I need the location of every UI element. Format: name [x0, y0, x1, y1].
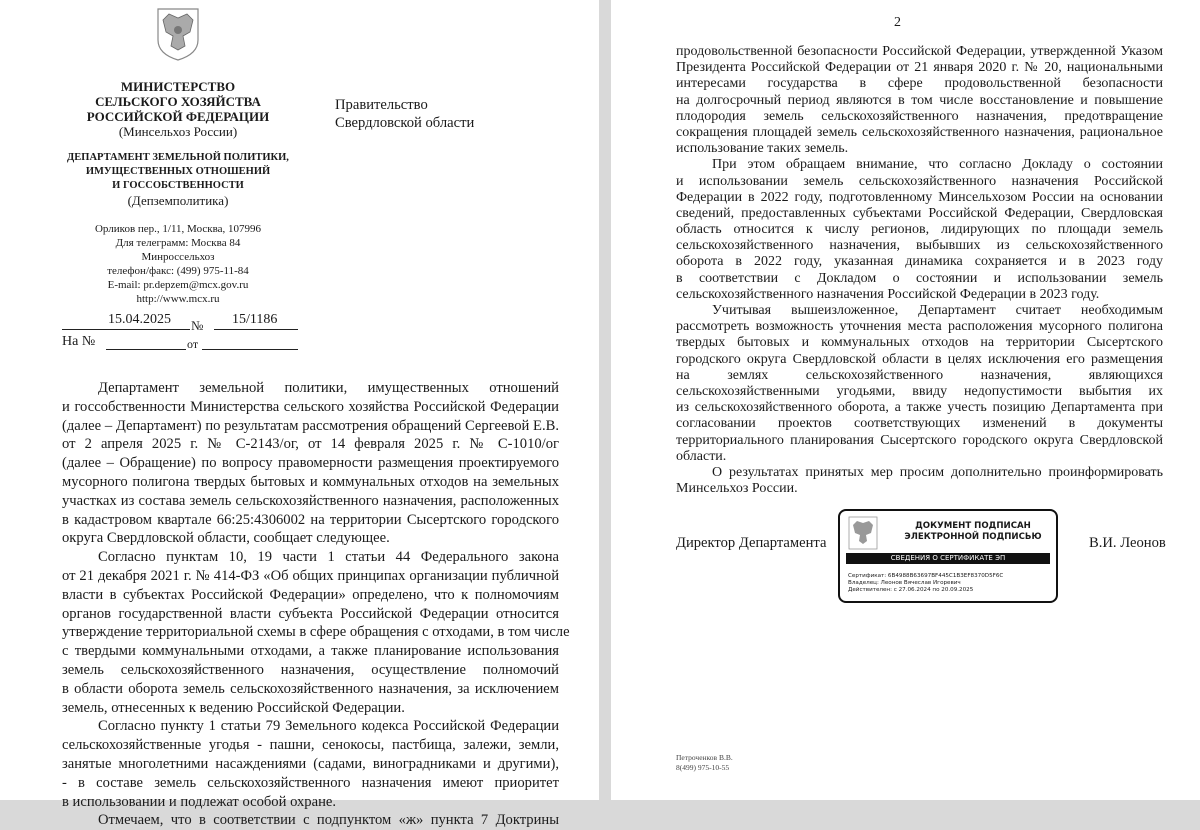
coat-of-arms-icon — [848, 516, 878, 550]
paragraph-line: области. — [676, 448, 727, 464]
paragraph — [62, 548, 570, 717]
paragraph-line: сельскохозяйственные угодья - пашни, сенокосы, пастбища, залежи, земли, — [62, 737, 559, 754]
paragraph-line: Департамент земельной политики, имущественных отношений — [98, 380, 559, 396]
ministry-line: СЕЛЬСКОГО ХОЗЯЙСТВА — [95, 94, 261, 109]
paragraph-line: из сельскохозяйственного оборота, а также учесть позицию Департамента при — [676, 400, 1163, 416]
paragraph-line: твердых бытовых и коммунальных отходов на территории Сысертского — [676, 335, 1163, 351]
department-line: И ГОССОБСТВЕННОСТИ — [112, 180, 244, 191]
paragraph-line: область относится к числу регионов, лидирующих по площади земель — [676, 222, 1163, 238]
paragraph-line: О результатах принятых мер просим дополнительно проинформировать — [712, 464, 1163, 480]
paragraph-line: от 21 декабря 2021 г. № 414-ФЗ «Об общих принципах организации публичной — [62, 567, 559, 584]
department-line: ИМУЩЕСТВЕННЫХ ОТНОШЕНИЙ — [85, 166, 271, 177]
from-label: от — [187, 337, 199, 351]
paragraph-line: органов государственной власти субъекта Российской Федерации относится — [62, 605, 559, 622]
paragraph-line: городского округа Свердловской области в целях исключения его размещения — [676, 351, 1163, 367]
executor-name: Петроченков В.В. — [676, 753, 733, 762]
letter-body — [62, 379, 570, 830]
paragraph-line: и использовании земель сельскохозяйственного назначения Российской — [676, 173, 1163, 189]
paragraph-line: земель сельскохозяйственного назначения, осуществление полномочий — [62, 661, 559, 678]
paragraph — [62, 811, 559, 830]
paragraph-line: мусорного полигона твердых бытовых и коммунальных отходов на земельных — [62, 473, 559, 490]
paragraph-line: территориального планирования Сысертского городского округа Свердловской — [676, 432, 1163, 448]
paragraph-line: плодородия земель сельскохозяйственного назначения, предотвращение — [676, 108, 1163, 124]
number-sign: № — [191, 318, 204, 333]
certificate-owner: Владелец: Леонов Вячеслав Игоревич — [848, 580, 961, 586]
paragraph — [676, 303, 1163, 465]
recipient — [335, 96, 474, 132]
paragraph-line: на долгосрочный период являются в том числе восстановление и повышение — [676, 92, 1163, 108]
paragraph-line: и госсобственности Министерства сельского хозяйства Российской Федерации — [62, 398, 559, 415]
page-1 — [0, 0, 599, 829]
paragraph-line: сельскохозяйственного назначения Российской Федерации в 2023 году. — [676, 286, 1100, 302]
paragraph — [676, 44, 1163, 157]
from-underline — [202, 349, 298, 350]
address-line: E-mail: pr.depzem@mcx.gov.ru — [107, 279, 249, 291]
address-line: телефон/факс: (499) 975-11-84 — [107, 265, 249, 277]
stamp-title — [898, 521, 1048, 543]
paragraph-line: При этом обращаем внимание, что согласно Докладу о состоянии — [712, 157, 1163, 173]
paragraph-line: власти в субъектах Российской Федерации» определено, что к полномочиям — [62, 586, 559, 603]
coat-of-arms-icon — [155, 6, 201, 62]
page-2 — [611, 0, 1200, 800]
recipient-line: Свердловской области — [335, 115, 475, 131]
paragraph-line: в области оборота земель сельскохозяйственного назначения, за исключением — [62, 680, 559, 697]
paragraph-line: на землях сельскохозяйственного назначения, являющихся — [676, 367, 1163, 383]
paragraph-line: округа Свердловской области, сообщает следующее. — [62, 530, 390, 547]
certificate-number: Сертификат: 6B4988B63697BF445C1B3EF8370D5F6C — [848, 573, 1004, 579]
paragraph-line: (далее – Обращение) по вопросу правомерности размещения проектируемого — [62, 455, 559, 472]
paragraph-line: - в составе земель сельскохозяйственного назначения имеют приоритет — [62, 774, 559, 791]
paragraph-line: в использовании и подлежат особой охране. — [62, 793, 337, 810]
paragraph-line: в кадастровом квартале 66:25:4306002 на территории Сысертского городского — [62, 511, 559, 528]
paragraph-line: занятые многолетними насаждениями (садами, виноградниками и другими), — [62, 755, 559, 772]
signatory-name: В.И. Леонов — [1089, 535, 1166, 551]
paragraph-line: сведений, предоставленных субъектами Российской Федерации, Свердловская — [676, 205, 1163, 221]
address-line: http://www.mcx.ru — [136, 293, 220, 305]
department-name — [40, 151, 316, 208]
paragraph-line: Президента Российской Федерации от 21 января 2020 г. № 20, национальными — [676, 60, 1163, 76]
letter-number: 15/1186 — [232, 312, 278, 327]
paragraph — [62, 379, 559, 548]
paragraph-line: с твердыми коммунальными отходами, а также планирование использования — [62, 643, 559, 660]
paragraph-line: Отмечаем, что в соответствии с подпунктом «ж» пункта 7 Доктрины — [98, 812, 559, 829]
paragraph-line: Федерации в 2022 году, подготовленному Минсельхозом России на основании — [676, 189, 1163, 205]
letter-body — [676, 44, 1163, 497]
paragraph-line: продовольственной безопасности Российской Федерации, утвержденной Указом — [676, 44, 1163, 59]
stamp-bar: СВЕДЕНИЯ О СЕРТИФИКАТЕ ЭП — [846, 553, 1050, 564]
reply-label: На № — [62, 334, 96, 349]
signatory-position: Директор Департамента — [676, 535, 827, 551]
stamp-title-line: ДОКУМЕНТ ПОДПИСАН — [915, 521, 1031, 531]
paragraph — [676, 157, 1163, 303]
paragraph-line: сельскохозяйственными угодьями, ввиду недопустимости выбытия их — [676, 383, 1163, 399]
paragraph-line: Согласно пункту 1 статьи 79 Земельного кодекса Российской Федерации — [98, 718, 559, 735]
paragraph — [62, 717, 559, 811]
paragraph-line: сокращения площадей земель сельскохозяйственного назначения, рациональное — [676, 124, 1163, 140]
paragraph — [676, 465, 1163, 497]
paragraph-line: Учитывая вышеизложенное, Департамент считает необходимым — [712, 303, 1163, 318]
department-line: ДЕПАРТАМЕНТ ЗЕМЕЛЬНОЙ ПОЛИТИКИ, — [67, 152, 289, 163]
executor — [676, 753, 733, 773]
paragraph-line: интересами государства в сфере продовольственной безопасности — [676, 76, 1163, 92]
paragraph-line: оборота в 2022 году, указанная динамика сохраняется и в 2023 году — [676, 254, 1163, 270]
ministry-line: МИНИСТЕРСТВО — [120, 79, 236, 94]
address-line: Орликов пер., 1/11, Москва, 107996 — [94, 223, 261, 235]
ministry-line: РОССИЙСКОЙ ФЕДЕРАЦИИ — [86, 109, 270, 124]
paragraph-line: утверждение территориальной схемы в сфере обращения с отходами, в том числе — [62, 624, 570, 641]
page-number: 2 — [894, 15, 901, 30]
executor-phone: 8(499) 975-10-55 — [676, 763, 730, 772]
recipient-line: Правительство — [335, 97, 428, 113]
paragraph-line: использование таких земель. — [676, 141, 849, 157]
paragraph-line: от 2 апреля 2025 г. № С-2143/ог, от 14 февраля 2025 г. № С-1010/ог — [62, 436, 559, 453]
paragraph-line: (далее – Департамент) по результатам рассмотрения обращений Сергеевой Е.В. — [62, 417, 559, 434]
paragraph-line: согласовании проектов соответствующих изменений в документы — [676, 416, 1163, 432]
ministry-short: (Минсельхоз России) — [118, 124, 238, 139]
paragraph-line: земель, отнесенных к ведению Российской Федерации. — [62, 699, 405, 716]
paragraph-line: участках из состава земель сельскохозяйственного назначения, расположенных — [62, 492, 559, 509]
electronic-signature-stamp — [838, 509, 1058, 603]
number-underline — [214, 329, 298, 330]
address-line: Минроссельхоз — [141, 251, 215, 263]
paragraph-line: Согласно пунктам 10, 19 части 1 статьи 44 Федерального закона — [98, 549, 559, 566]
department-short: (Депземполитика) — [127, 193, 229, 208]
paragraph-line: в соответствии с Докладом о состоянии и использовании земель — [676, 270, 1163, 286]
address-block — [40, 222, 316, 306]
certificate-validity: Действителен: с 27.06.2024 по 20.09.2025 — [848, 587, 974, 593]
letter-date: 15.04.2025 — [108, 312, 171, 327]
paragraph-line: сельскохозяйственного назначения, выбывших из сельскохозяйственного — [676, 238, 1163, 254]
stamp-title-line: ЭЛЕКТРОННОЙ ПОДПИСЬЮ — [904, 532, 1042, 542]
paragraph-line: рассмотреть возможность уточнения места расположения мусорного полигона — [676, 319, 1163, 335]
reply-underline — [106, 349, 186, 350]
paragraph-line: Минсельхоз России. — [676, 481, 798, 497]
address-line: Для телеграмм: Москва 84 — [115, 237, 241, 249]
date-underline — [62, 329, 190, 330]
ministry-name — [40, 79, 316, 139]
